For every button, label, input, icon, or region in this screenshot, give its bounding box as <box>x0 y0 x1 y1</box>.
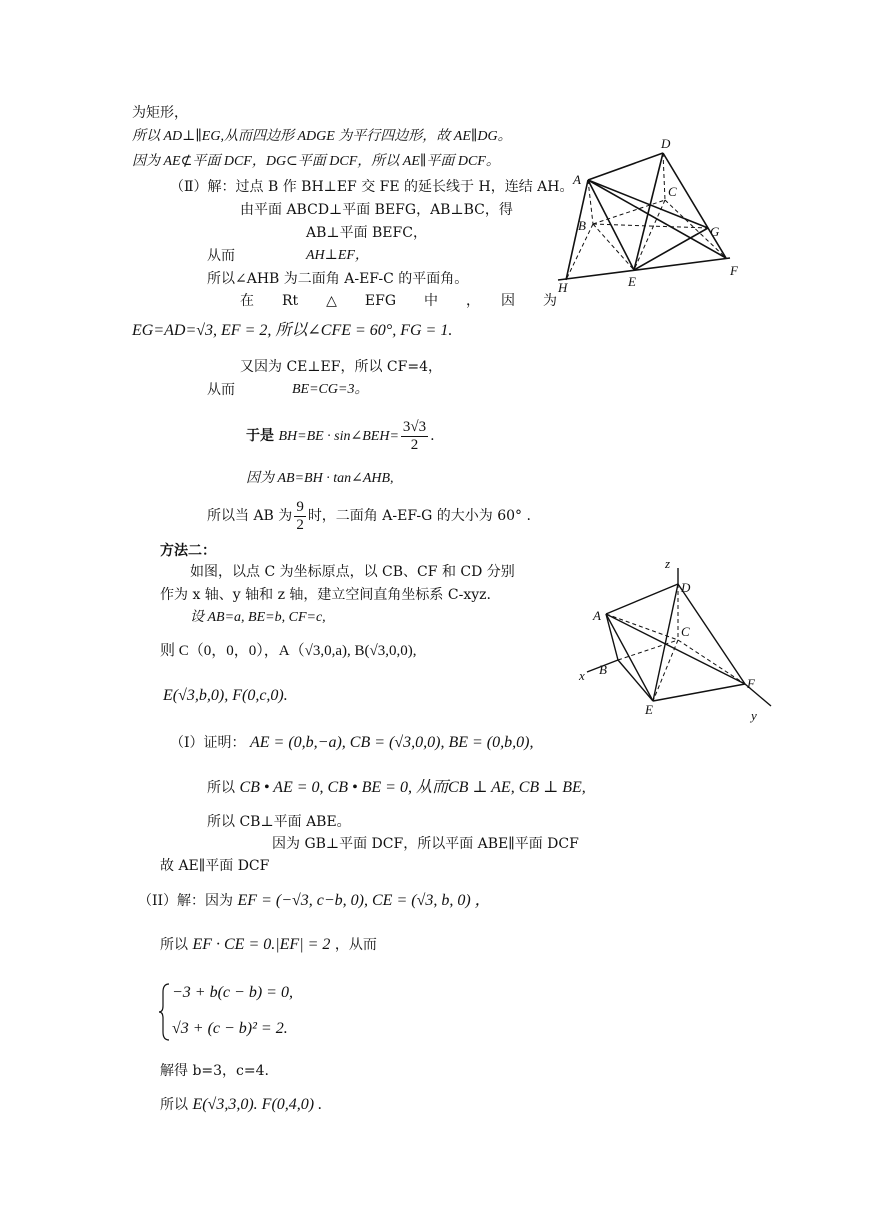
fraction-denominator: 2 <box>410 436 419 453</box>
figure2-label: E <box>645 702 653 717</box>
text-line: 从而 <box>207 382 235 398</box>
text-fragment: . <box>430 428 435 444</box>
vector-expression: EF · CE = 0.|EF| = 2 <box>192 936 331 953</box>
math-line <box>207 779 586 797</box>
text-fragment: BH=BE · sin∠BEH= <box>278 429 399 444</box>
figure2-label: A <box>593 608 601 623</box>
text-fragment: 所以 <box>207 780 235 796</box>
equation-line: √3 + (c − b)² = 2. <box>172 1020 288 1037</box>
figure1-label: G <box>710 224 720 239</box>
math-line: E(√3,b,0), F(0,c,0). <box>163 687 288 704</box>
fraction-denominator: 2 <box>296 516 304 533</box>
text-fragment: 于是 <box>246 428 274 444</box>
geometry-figure-1 <box>548 132 748 297</box>
text-line: 所以∠AHB 为二面角 A-EF-C 的平面角。 <box>207 271 469 287</box>
text-line: 因为 GB⊥平面 DCF，所以平面 ABE∥平面 DCF <box>272 836 579 852</box>
math-line <box>170 734 533 752</box>
vector-expression: CB • AE = 0, CB • BE = 0, 从而CB ⊥ AE, CB ⊥ BE, <box>239 779 586 796</box>
math-line <box>246 416 435 456</box>
figure2-label: y <box>751 708 757 723</box>
figure2-label: x <box>579 668 585 683</box>
text-line: 从而 <box>207 248 235 264</box>
text-line: 所以 CB⊥平面 ABE。 <box>207 814 351 830</box>
text-line: 因为 AB=BH · tan∠AHB, <box>246 471 394 486</box>
text-fragment: ，从而 <box>334 937 377 953</box>
figure1-label: F <box>730 263 738 278</box>
text-line: 因为 AE⊄平面 DCF，DG⊂平面 DCF，所以 AE∥平面 DCF。 <box>132 154 500 169</box>
figure2-label: D <box>681 580 691 595</box>
math-line: EG=AD=√3, EF = 2, 所以∠CFE = 60°, FG = 1. <box>132 322 453 339</box>
vector-expression: EF = (−√3, c−b, 0), CE = (√3, b, 0) ， <box>237 892 491 909</box>
vector-expression: AE = (0,b,−a), CB = (√3,0,0), BE = (0,b,0), <box>249 734 534 751</box>
text-line: 为矩形， <box>132 105 188 121</box>
text-line: 解得 b=3，c=4. <box>160 1063 269 1079</box>
text-line: AB⊥平面 BEFC， <box>306 225 427 241</box>
equation-line: −3 + b(c − b) = 0, <box>172 984 293 1001</box>
text-fragment: 所以 <box>160 1097 188 1113</box>
text-line: 故 AE∥平面 DCF <box>160 858 270 874</box>
text-line: 设 AB=a, BE=b, CF=c, <box>190 610 326 625</box>
fraction <box>294 499 306 534</box>
text-line: （Ⅱ）解：过点 B 作 BH⊥EF 交 FE 的延长线于 H，连结 AH。 <box>170 179 574 195</box>
figure1-label: D <box>661 136 671 151</box>
figure2-label: F <box>747 676 755 691</box>
section-heading: 方法二： <box>160 543 216 559</box>
fraction-numerator: 9 <box>296 498 304 515</box>
figure2-label: C <box>681 624 690 639</box>
text-fragment: 时，二面角 A-EF-G 的大小为 60° . <box>307 508 531 524</box>
vector-expression: E(√3,3,0). F(0,4,0) . <box>192 1096 323 1113</box>
text-line: AH⊥EF， <box>306 248 369 263</box>
fraction-numerator: 3√3 <box>402 418 427 435</box>
text-line: 作为 x 轴、y 轴和 z 轴，建立空间直角坐标系 C-xyz. <box>160 587 491 603</box>
math-line <box>207 496 531 536</box>
text-line: 又因为 CE⊥EF，所以 CF=4， <box>240 359 442 375</box>
text-line: BE=CG=3。 <box>292 382 369 397</box>
math-line <box>138 892 491 910</box>
text-line: 在 Rt △ EFG 中 ， 因 为 <box>240 293 558 309</box>
figure1-label: H <box>558 280 568 295</box>
figure1-label: A <box>573 172 581 187</box>
text-line: 所以 AD⊥∥EG,从而四边形 ADGE 为平行四边形，故 AE∥DG。 <box>132 129 512 144</box>
text-fragment: （II）解：因为 <box>138 893 234 909</box>
text-line: 由平面 ABCD⊥平面 BEFG，AB⊥BC，得 <box>240 202 513 218</box>
figure1-label: C <box>668 184 677 199</box>
figure1-label: E <box>628 274 636 289</box>
text-fragment: （Ⅰ）证明： <box>170 735 246 751</box>
figure1-label: B <box>578 218 586 233</box>
brace-icon <box>158 982 172 1042</box>
text-line: 如图，以点 C 为坐标原点，以 CB、CF 和 CD 分别 <box>190 564 515 580</box>
text-fragment: 所以当 AB 为 <box>207 508 293 524</box>
math-line: 则 C（0，0，0），A（√3,0,a), B(√3,0,0), <box>160 643 417 659</box>
text-fragment: 所以 <box>160 937 188 953</box>
geometry-figure-2 <box>573 556 783 726</box>
math-line <box>160 936 377 954</box>
figure2-label: B <box>599 662 607 677</box>
fraction <box>401 419 428 454</box>
math-line <box>160 1096 322 1114</box>
figure2-label: z <box>665 556 671 571</box>
